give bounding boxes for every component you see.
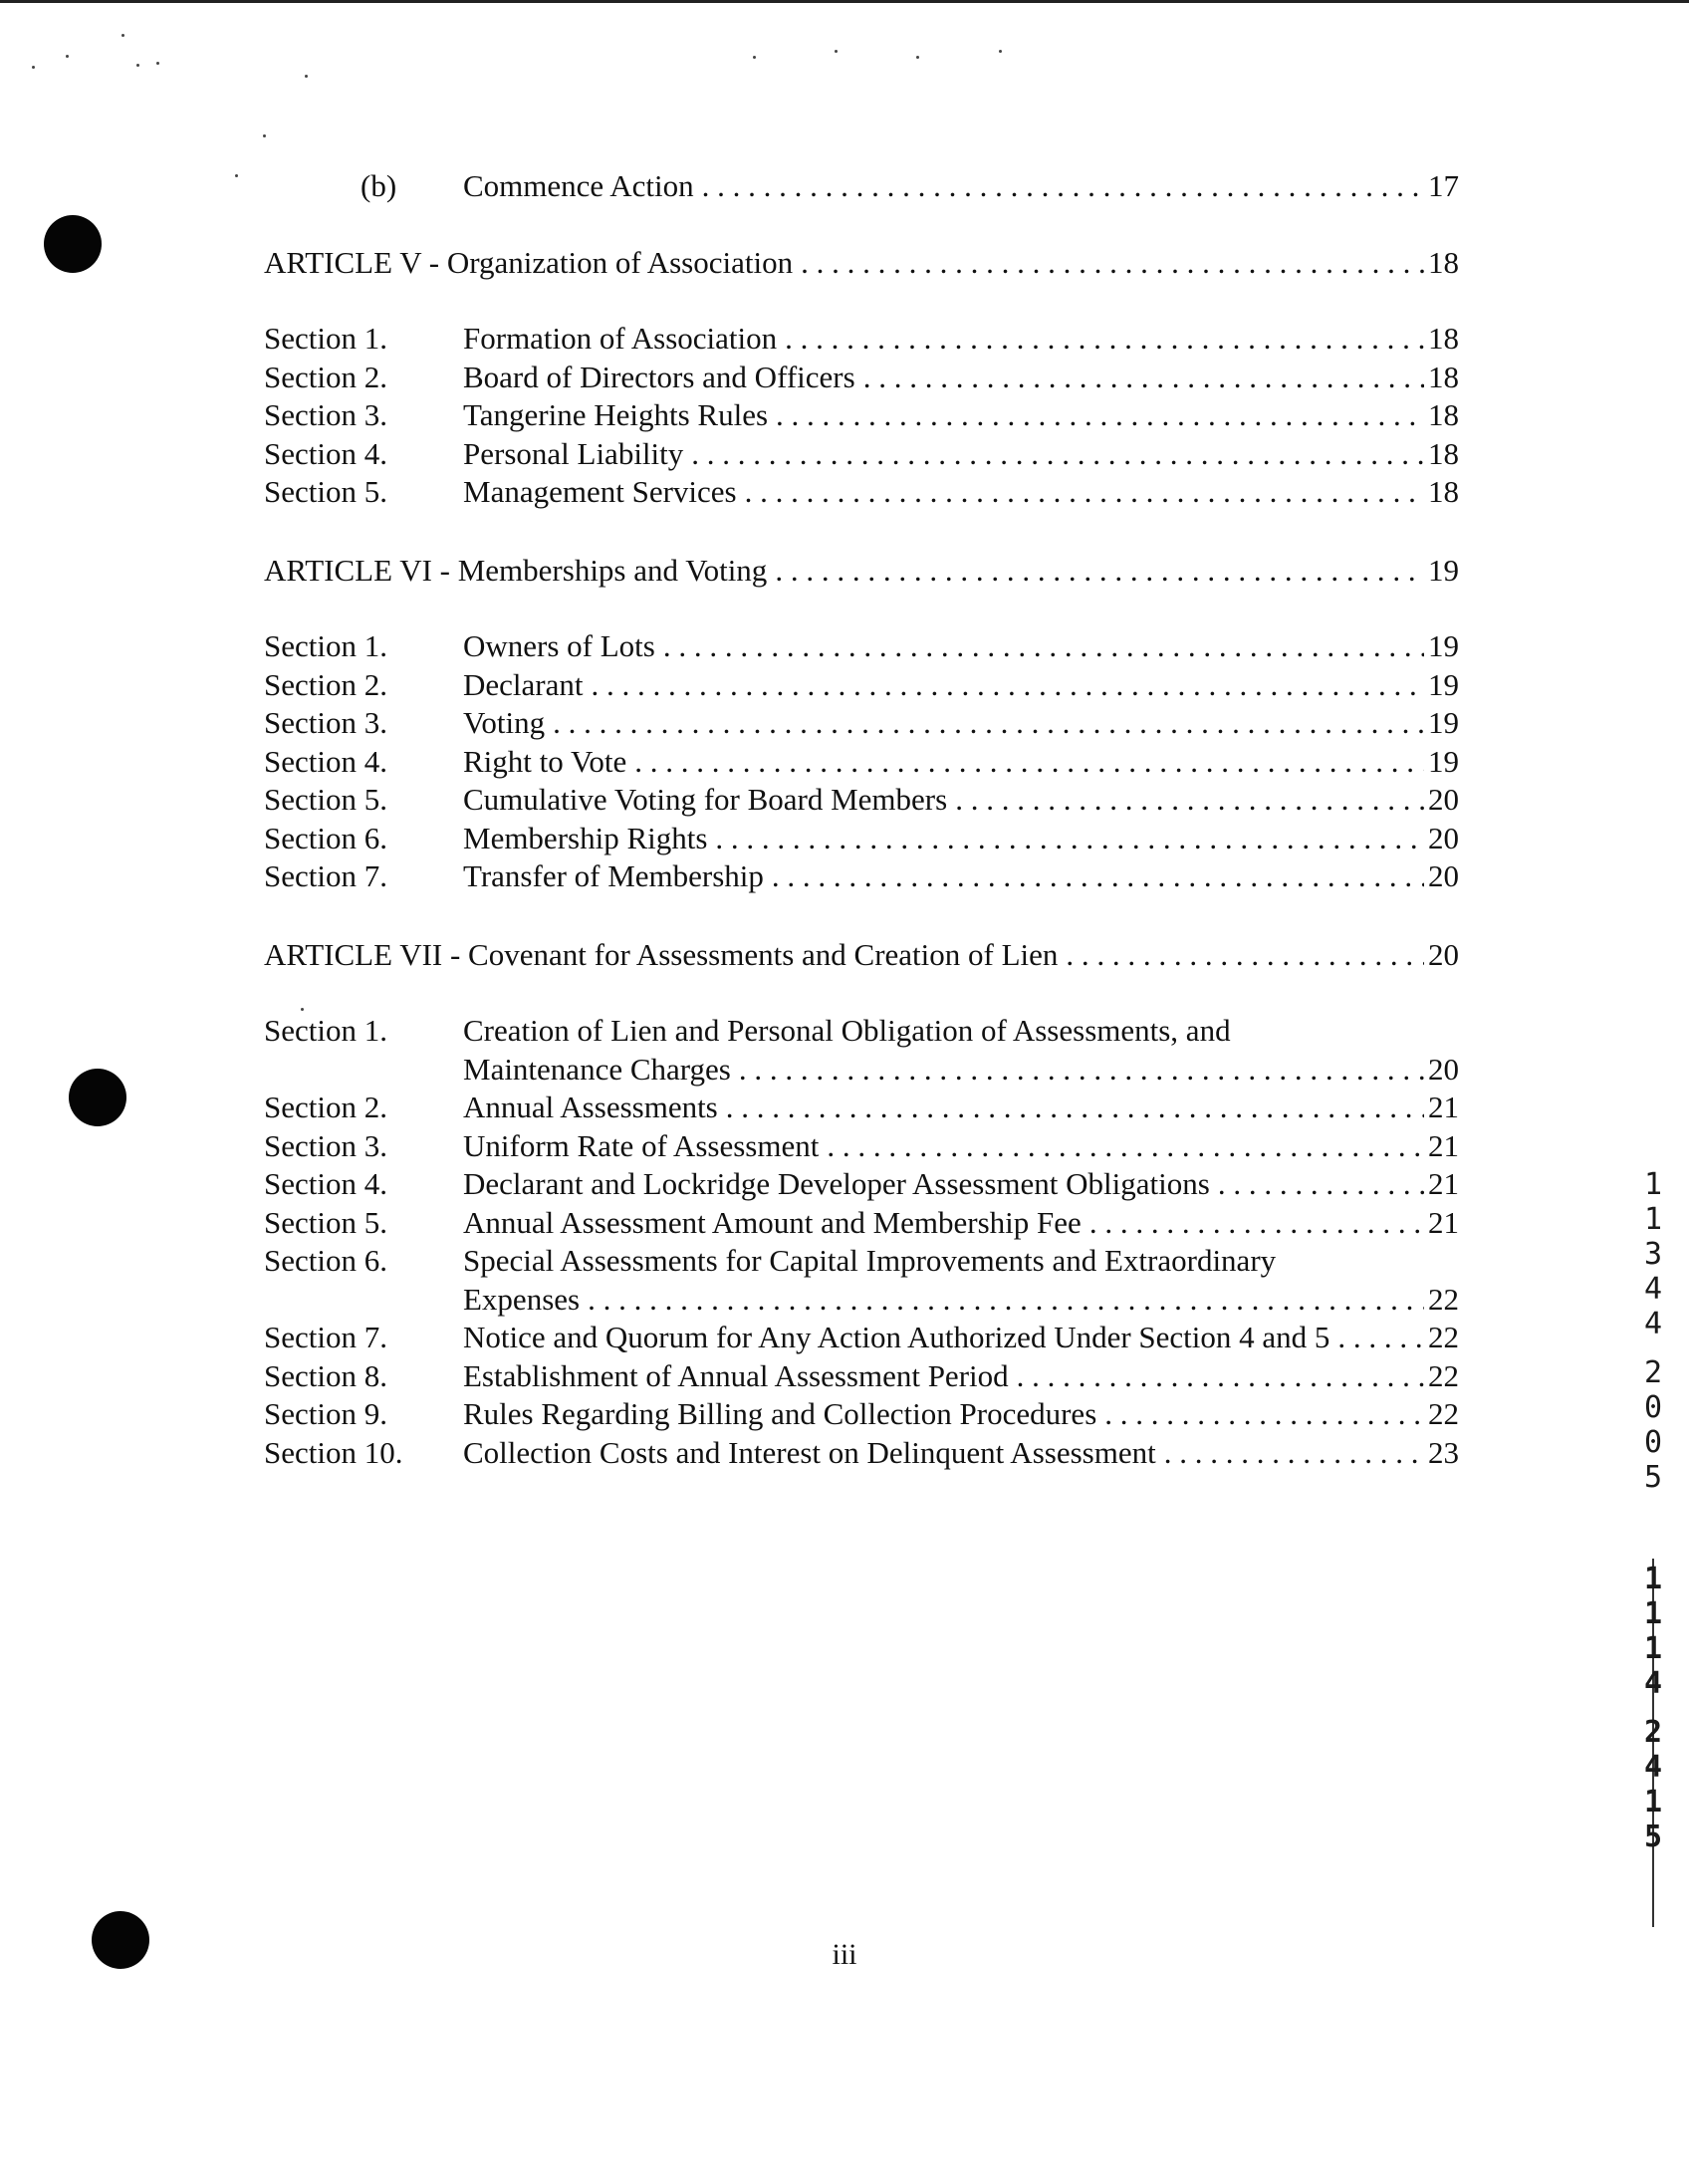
dot-leader [702,167,1424,206]
section-page-number: 19 [1428,705,1459,740]
section-number: Section 7. [264,1320,387,1354]
toc-entry [264,1395,1459,1434]
section-title: Cumulative Voting for Board Members [463,782,948,817]
section-title: Special Assessments for Capital Improvements and Extraordinary [463,1243,1277,1278]
stamp-digit: 1 [1643,1167,1663,1202]
section-number: Section 4. [264,743,387,779]
article-title: ARTICLE VI - Memberships and Voting [264,552,768,588]
dot-leader [785,320,1424,359]
section-page-number: 19 [1428,743,1459,779]
section-page-number: 18 [1428,321,1459,356]
scan-speck [835,50,838,53]
section-page-number: 19 [1428,628,1459,663]
entry-page-number: 17 [1428,168,1459,203]
section-number: Section 1. [264,321,387,356]
toc-entry [264,857,1459,896]
section-title: Annual Assessments [463,1090,718,1124]
toc-entry [264,167,1459,206]
section-number: Section 3. [264,1127,387,1163]
section-title: Formation of Association [463,321,778,356]
stamp-digit: 1 [1643,1785,1663,1820]
section-page-number: 20 [1428,782,1459,817]
toc-entry [264,1204,1459,1243]
toc-entry [264,743,1459,782]
dot-leader [726,1089,1424,1127]
toc-entry-continuation [264,1051,1459,1090]
toc-entry-first-line [264,1012,1459,1051]
dot-leader [691,435,1424,474]
stamp-digit: 1 [1643,1596,1663,1631]
section-page-number: 21 [1428,1204,1459,1240]
section-number: Section 8. [264,1357,387,1393]
dot-leader [739,1051,1424,1090]
dot-leader [588,1281,1424,1320]
dot-leader [801,244,1424,283]
stamp-digit: 4 [1643,1666,1663,1701]
toc-entry [264,1127,1459,1166]
stamp-digit: 2 [1643,1355,1663,1390]
article-title: ARTICLE V - Organization of Association [264,244,794,280]
article-heading [264,552,1459,591]
section-title: Uniform Rate of Assessment [463,1127,820,1163]
article-page-number: 18 [1428,244,1459,280]
toc-entry [264,1434,1459,1473]
section-page-number: 18 [1428,435,1459,471]
dot-leader [745,473,1424,512]
section-title: Establishment of Annual Assessment Period [463,1357,1009,1393]
section-page-number: 22 [1428,1281,1459,1317]
section-title: Rules Regarding Billing and Collection Procedures [463,1396,1097,1431]
article-heading [264,244,1459,283]
section-number: Section 2. [264,359,387,394]
section-title: Owners of Lots [463,628,655,663]
section-title: Notice and Quorum for Any Action Authorized Under Section 4 and 5 [463,1320,1330,1354]
toc-entry-first-line [264,1242,1459,1281]
section-page-number: 18 [1428,474,1459,509]
article-page-number: 19 [1428,552,1459,588]
toc-entry [264,359,1459,397]
entry-number: (b) [361,168,397,203]
section-number: Section 4. [264,1166,387,1201]
article-heading [264,936,1459,975]
section-title: Transfer of Membership [463,858,764,893]
section-number: Section 3. [264,705,387,740]
stamp-digit: 3 [1643,1237,1663,1272]
section-title: Declarant and Lockridge Developer Assessment Obligations [463,1166,1210,1201]
section-page-number: 22 [1428,1357,1459,1393]
stamp-digit: 0 [1643,1425,1663,1460]
section-page-number: 21 [1428,1127,1459,1163]
toc-entry [264,320,1459,359]
stamp-digit: 1 [1643,1562,1663,1596]
section-title: Tangerine Heights Rules [463,397,769,432]
dot-leader [553,704,1424,743]
article-title: ARTICLE VII - Covenant for Assessments and Creation of Lien [264,936,1059,972]
section-title: Voting [463,705,546,740]
scan-speck [156,62,159,65]
section-title: Management Services [463,474,737,509]
dot-leader [955,781,1424,820]
toc-entry [264,666,1459,705]
stamp-digit: 4 [1643,1307,1663,1341]
section-number: Section 2. [264,1090,387,1124]
stamp-digit: 2 [1643,1715,1663,1750]
section-title-continued: Expenses [463,1281,581,1317]
section-number: Section 5. [264,474,387,509]
section-title: Board of Directors and Officers [463,359,855,394]
toc-entry [264,627,1459,666]
table-of-contents [264,167,1459,1472]
scan-speck [235,174,238,177]
dot-leader [1218,1165,1424,1204]
section-title: Membership Rights [463,820,708,855]
section-page-number: 21 [1428,1166,1459,1201]
section-title: Collection Costs and Interest on Delinquent Assessment [463,1434,1156,1470]
scan-speck [32,66,35,69]
toc-entry-continuation [264,1281,1459,1320]
dot-leader [772,857,1424,896]
section-number: Section 1. [264,1013,387,1048]
scan-speck [121,34,124,37]
section-number: Section 7. [264,858,387,893]
stamp-digit: 1 [1643,1202,1663,1237]
scan-speck [305,75,308,78]
scan-speck [136,64,139,67]
section-page-number: 22 [1428,1396,1459,1431]
dot-leader [863,359,1424,397]
section-page-number: 21 [1428,1090,1459,1124]
toc-entry [264,435,1459,474]
toc-entry [264,704,1459,743]
section-page-number: 22 [1428,1320,1459,1354]
toc-entry [264,820,1459,858]
dot-leader [1017,1357,1424,1396]
dot-leader [1164,1434,1424,1473]
section-title: Personal Liability [463,435,684,471]
section-number: Section 6. [264,1243,387,1278]
section-number: Section 5. [264,782,387,817]
section-number: Section 10. [264,1434,403,1470]
scan-speck [916,56,919,59]
dot-leader [827,1127,1424,1166]
article-page-number: 20 [1428,936,1459,972]
section-title: Right to Vote [463,743,627,779]
section-page-number: 20 [1428,1051,1459,1087]
section-number: Section 5. [264,1204,387,1240]
toc-entry [264,1319,1459,1357]
stamp-digit: 4 [1643,1750,1663,1785]
stamp-digit: 1 [1643,1631,1663,1666]
section-number: Section 4. [264,435,387,471]
section-title: Declarant [463,666,584,702]
section-page-number: 18 [1428,397,1459,432]
section-page-number: 20 [1428,858,1459,893]
section-number: Section 2. [264,666,387,702]
scan-speck [263,134,266,137]
stamp-digit: 4 [1643,1272,1663,1307]
section-page-number: 23 [1428,1434,1459,1470]
dot-leader [715,820,1424,858]
toc-entry [264,781,1459,820]
dot-leader [1089,1204,1424,1243]
section-number: Section 1. [264,628,387,663]
entry-title: Commence Action [463,168,694,203]
margin-stamp-upper [1633,1167,1673,1495]
toc-entry [264,396,1459,435]
dot-leader [1337,1319,1424,1357]
dot-leader [1104,1395,1424,1434]
section-title-continued: Maintenance Charges [463,1051,731,1087]
dot-leader [591,666,1424,705]
stamp-digit: 5 [1643,1460,1663,1495]
dot-leader [634,743,1424,782]
stamp-digit: 5 [1643,1820,1663,1854]
dot-leader [1066,936,1424,975]
section-title: Creation of Lien and Personal Obligation of Assessments, and [463,1013,1231,1048]
section-title: Annual Assessment Amount and Membership Fee [463,1204,1082,1240]
toc-entry [264,1165,1459,1204]
toc-entry [264,1357,1459,1396]
dot-leader [776,396,1424,435]
section-number: Section 9. [264,1396,387,1431]
section-page-number: 18 [1428,359,1459,394]
section-page-number: 19 [1428,666,1459,702]
binder-hole [69,1069,126,1126]
toc-entry [264,473,1459,512]
section-number: Section 3. [264,397,387,432]
dot-leader [775,552,1424,591]
toc-entry [264,1089,1459,1127]
scan-edge [0,0,1689,3]
section-page-number: 20 [1428,820,1459,855]
binder-hole [44,215,102,273]
page-folio: iii [832,1938,857,1971]
scan-speck [66,55,69,58]
dot-leader [663,627,1424,666]
scan-speck [753,56,756,59]
section-number: Section 6. [264,820,387,855]
margin-stamp-lower [1633,1562,1673,1854]
scan-speck [999,50,1002,53]
stamp-digit: 0 [1643,1390,1663,1425]
